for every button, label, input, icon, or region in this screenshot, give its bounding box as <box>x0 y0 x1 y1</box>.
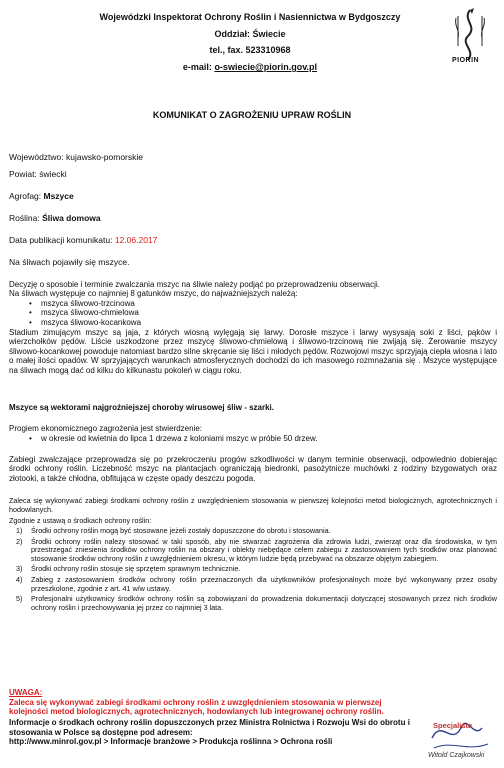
uwaga-line2: Informacje o środkach ochrony roślin dopuszczonych przez Ministra Rolnictwa i Rozwoju Wsi do obrotu i stosowania w Polsce są dostępne pod adresem: <box>9 718 410 737</box>
list-item: 2) Środki ochrony roślin należy stosować w taki sposób, aby nie stwarzać zagrożenia dla zdrowia ludzi, zwierząt oraz dla środowiska, w tym przestrzegać zniesienia środków ochrony roślin na obszary i obiekty niebędące celem zabiegu z zastosowaniem tych środków oraz planować stosowanie środków ochrony roślin z uwzględnieniem okresu, w którym ludzie będą przebywać na obszarze objętym zabiegiem. <box>16 536 497 563</box>
uwaga-link[interactable]: http://www.minrol.gov.pl > Informacje branżowe > Produkcja roślinna > Ochrona rośli <box>9 737 333 747</box>
treatment-para: Zabiegi zwalczające przeprowadza się po przekroczeniu progów szkodliwości w danym terminie obserwacji, odpowiednio dobierając środki ochrony roślin. Liczebność mszyc na plantacjach ograniczają biedronki, pasożytnicze muchówki z rodziny bzygowatych oraz złotooki, a także chłodna, obfitująca w częste opady deszczu pogoda. <box>9 455 497 483</box>
logo-text: PIORIN <box>452 57 480 64</box>
list-item: 3) Środki ochrony roślin stosuje się sprzętem sprawnym technicznie. <box>16 564 241 574</box>
intro: Na śliwach pojawiły się mszyce. <box>9 257 130 267</box>
email-line: e-mail: o-swiecie@piorin.gov.pl <box>182 62 318 72</box>
stadium-para: Stadium zimującym mszyc są jaja, z których wiosną wylęgają się larwy. Dorosłe mszyce i larwy wysysają soki z liści, pąków i wierzchołków pędów. Liście uszkodzone przez mszycę śliwowo-chmielową i śliwowo-trzcinową nie zwijają się. Żerowanie mszycy śliwowo-kocankowej powoduje natomiast bardzo silne skręcanie się liści i młodych pędów. Rozwojowi mszyc sprzyjają ciepła wiosna i lato o małej ilości opadów. W sprzyjających warunkach atmosferycznych dochodzi do ich masowego rozmnażania się . Mszyce występujące na śliwach mogą dać od kilku do kilkunastu pokoleń w ciągu roku. <box>9 328 497 375</box>
threshold-intro: Progiem ekonomicznego zagrożenia jest stwierdzenie: <box>9 424 202 433</box>
list-item: 4) Zabieg z zastosowaniem środków ochrony roślin przeznaczonych dla użytkowników profesjonalnych może być wykonywany przez osoby przeszkolone, zgodnie z art. 41 w/w ustawy. <box>16 574 497 593</box>
list-item: • mszyca śliwowo-trzcinowa <box>9 299 497 308</box>
meta-wojewodztwo: Województwo: kujawsko-pomorskie <box>9 152 144 162</box>
meta-agrofag: Agrofag: Mszyce <box>9 191 74 201</box>
uwaga-label: UWAGA: <box>9 688 43 697</box>
vector-para: Mszyce są wektorami najgroźniejszej choroby wirusowej śliw - szarki. <box>9 403 274 412</box>
threshold-list <box>9 434 497 443</box>
list-item: 5) Profesjonalni użytkownicy środków ochrony roślin są zobowiązani do prowadzenia dokumentacji dotyczącej stosowanych przez nich środków ochrony roślin i przechowywania jej przez co najmniej 3 lata. <box>16 594 497 612</box>
uwaga-line1: Zaleca się wykonywać zabiegi środkami ochrony roślin z uwzględnieniem stosowania w pierwszej kolejności metod biologicznych, agrotechnicznych, hodowlanych lub integrowanej ochrony roślin. <box>9 697 384 717</box>
signature-name: Witold Czajkowski <box>428 752 485 759</box>
rules-list <box>9 527 497 612</box>
list-item: • mszyca śliwowo-chmielowa <box>9 308 497 317</box>
list-item: • mszyca śliwowo-kocankowa <box>9 318 497 327</box>
email-link[interactable]: o-swiecie@piorin.gov.pl <box>214 62 318 72</box>
species-list <box>9 299 497 327</box>
uwaga-info <box>9 718 417 747</box>
uwaga-block <box>9 688 417 717</box>
signature-title: Specjalista <box>433 721 473 730</box>
list-item: 1) Środki ochrony roślin mogą być stosowane jeżeli zostały dopuszczone do obrotu i stosowania. <box>16 526 331 535</box>
meta-data: Data publikacji komunikatu: 12.06.2017 <box>9 235 158 245</box>
publication-date: 12.06.2017 <box>114 235 158 245</box>
zaleca-para: Zaleca się wykonywać zabiegi środkami ochrony roślin z uwzględnieniem stosowania w pierwszej kolejności metod biologicznych, agrotechnicznych i hodowlanych. <box>9 496 497 514</box>
phone: tel., fax. 523310968 <box>209 45 291 55</box>
rules-intro: Zgodnie z ustawą o środkach ochrony roślin: <box>9 516 152 525</box>
meta-roslina: Roślina: Śliwa domowa <box>9 213 101 223</box>
decision-para: Decyzję o sposobie i terminie zwalczania mszyc na śliwie należy podjąć po przeprowadzeniu obserwacji. Na śliwach występuje co najmniej 8 gatunków mszyc, do najważniejszych należą: <box>9 280 380 299</box>
org-name: Wojewódzki Inspektorat Ochrony Roślin i Nasiennictwa w Bydgoszczy <box>99 12 401 22</box>
page-title: KOMUNIKAT O ZAGROŻENIU UPRAW ROŚLIN <box>152 110 352 120</box>
meta-powiat: Powiat: świecki <box>9 169 67 179</box>
branch-name: Oddział: Świecie <box>214 29 286 39</box>
list-item: • w okresie od kwietnia do lipca 1 drzewa z koloniami mszyc w próbie 50 drzew. <box>9 434 497 443</box>
